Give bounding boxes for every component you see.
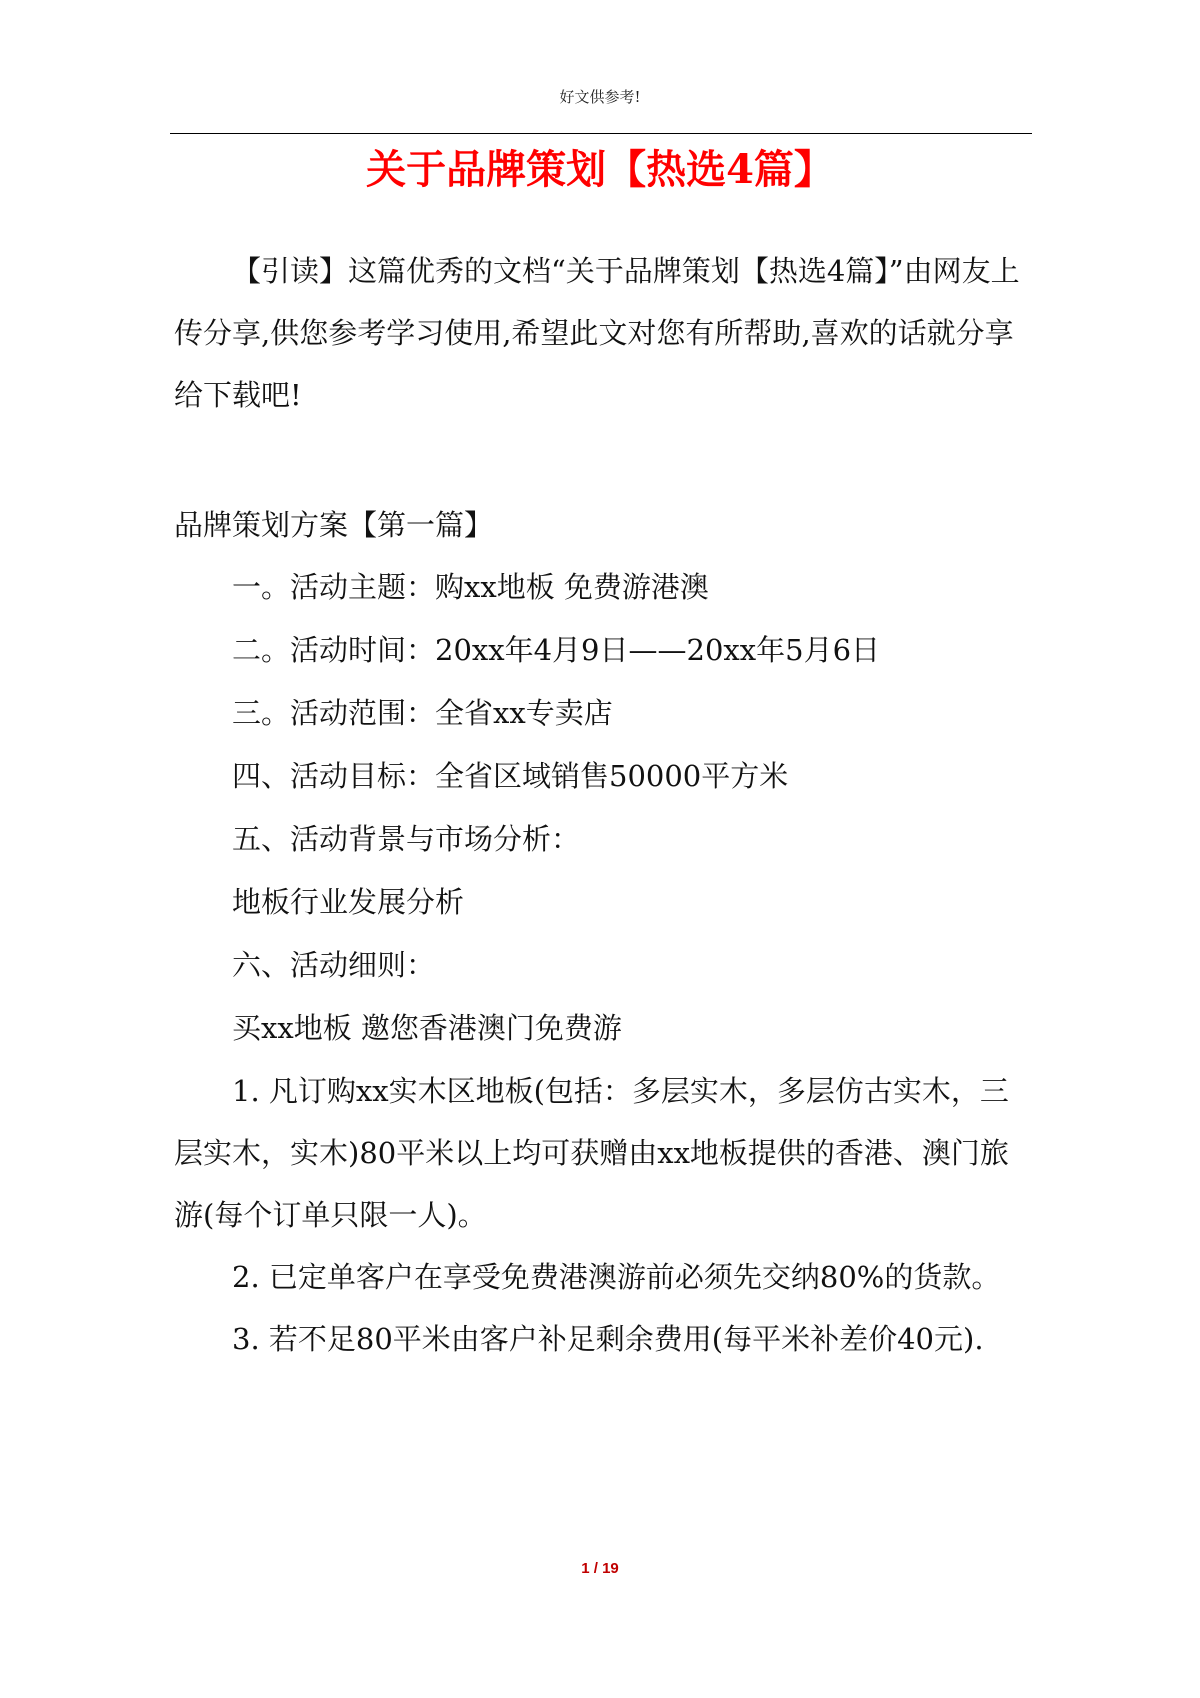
rule-paragraph: 1. 凡订购xx实木区地板(包括：多层实木，多层仿古实木，三层实木，实木)80平米以上均可获赠由xx地板提供的香港、澳门旅游(每个订单只限一人)。 — [174, 1074, 1009, 1232]
list-item: 三。活动范围：全省xx专卖店 — [232, 696, 613, 730]
list-item: 买xx地板 邀您香港澳门免费游 — [232, 1011, 622, 1045]
activity-rules — [174, 1060, 1036, 1370]
list-item: 六、活动细则： — [232, 948, 436, 982]
header-note: 好文供参考! — [559, 88, 641, 106]
page-indicator: 1 / 19 — [581, 1560, 619, 1577]
document-body — [174, 240, 1036, 1370]
section-spacer — [174, 426, 1036, 494]
list-item: 四、活动目标：全省区域销售50000平方米 — [232, 759, 789, 793]
list-item: 地板行业发展分析 — [232, 885, 465, 919]
intro-paragraph: 【引读】这篇优秀的文档“关于品牌策划【热选4篇】”由网友上传分享,供您参考学习使用,希望此文对您有所帮助,喜欢的话就分享给下载吧! — [174, 254, 1020, 412]
list-item: 一。活动主题：购xx地板 免费游港澳 — [232, 570, 709, 604]
section-heading: 品牌策划方案【第一篇】 — [174, 508, 494, 542]
list-item: 二。活动时间：20xx年4月9日——20xx年5月6日 — [232, 633, 881, 667]
rule-paragraph: 3. 若不足80平米由客户补足剩余费用(每平米补差价40元). — [232, 1322, 984, 1356]
list-item: 五、活动背景与市场分析： — [232, 822, 581, 856]
document-title: 关于品牌策划【热选4篇】 — [366, 146, 834, 193]
header-divider — [170, 133, 1032, 134]
rule-paragraph: 2. 已定单客户在享受免费港澳游前必须先交纳80%的货款。 — [232, 1260, 1001, 1294]
activity-item-list — [174, 556, 1036, 1060]
